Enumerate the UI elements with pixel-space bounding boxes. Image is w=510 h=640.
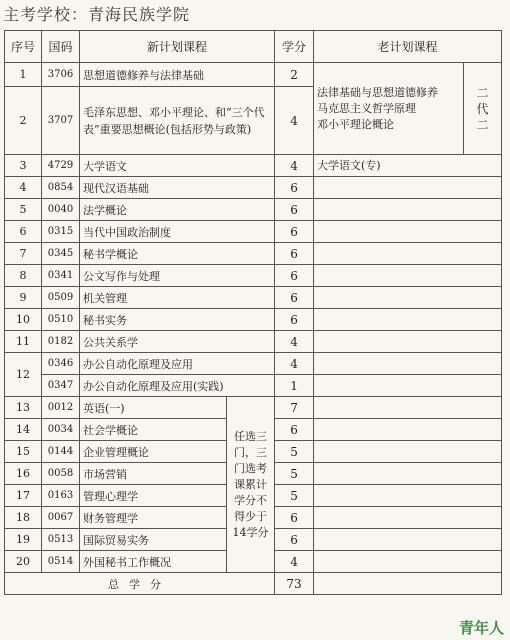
- old-course-empty: [314, 397, 502, 419]
- total-label: 总学分: [5, 573, 275, 595]
- table-row: [5, 199, 502, 221]
- row-code: 0514: [42, 551, 80, 573]
- row-index: 4: [5, 177, 42, 199]
- row-course: 公文写作与处理: [80, 265, 275, 287]
- old-course-empty: [314, 573, 502, 595]
- old-course-empty: [314, 529, 502, 551]
- old-course-side-note: 二 代 二: [464, 63, 502, 155]
- row-code: 0347: [42, 375, 80, 397]
- row-code: 0163: [42, 485, 80, 507]
- table-row: [5, 287, 502, 309]
- row-index: 1: [5, 63, 42, 87]
- old-course-empty: [314, 485, 502, 507]
- course-plan-table: [4, 30, 502, 595]
- row-code: 0513: [42, 529, 80, 551]
- row-index: 9: [5, 287, 42, 309]
- row-credit: 7: [275, 397, 314, 419]
- old-course-empty: [314, 353, 502, 375]
- row-course: 思想道德修养与法律基础: [80, 63, 275, 87]
- row-course: 毛泽东思想、邓小平理论、和“三个代表”重要思想概论(包括形势与政策): [80, 87, 275, 155]
- row-course: 企业管理概论: [80, 441, 227, 463]
- row-credit: 6: [275, 507, 314, 529]
- old-course-empty: [314, 507, 502, 529]
- row-code: 0182: [42, 331, 80, 353]
- old-course-row3: 大学语文(专): [314, 155, 502, 177]
- row-credit: 1: [275, 375, 314, 397]
- table-row: [5, 177, 502, 199]
- table-row: [5, 155, 502, 177]
- row-code: 0509: [42, 287, 80, 309]
- old-course-line: 马克思主义哲学原理: [317, 101, 417, 115]
- row-credit: 5: [275, 485, 314, 507]
- old-course-group1: [314, 63, 464, 155]
- row-credit: 5: [275, 463, 314, 485]
- row-code: 0058: [42, 463, 80, 485]
- old-course-empty: [314, 441, 502, 463]
- total-row: [5, 573, 502, 595]
- row-code: 0341: [42, 265, 80, 287]
- row-credit: 6: [275, 529, 314, 551]
- row-index: 12: [5, 353, 42, 397]
- row-code: 0067: [42, 507, 80, 529]
- row-credit: 6: [275, 265, 314, 287]
- row-credit: 6: [275, 287, 314, 309]
- row-credit: 4: [275, 331, 314, 353]
- row-course: 办公自动化原理及应用: [80, 353, 275, 375]
- table-row: [5, 265, 502, 287]
- table-row: [5, 309, 502, 331]
- col-header-code: 国码: [42, 31, 80, 63]
- row-code: 0510: [42, 309, 80, 331]
- elective-note: 任选三 门，三 门选考 课累计 学分不 得少于 14学分: [227, 397, 275, 573]
- row-course: 秘书实务: [80, 309, 275, 331]
- old-course-empty: [314, 177, 502, 199]
- col-header-index: 序号: [5, 31, 42, 63]
- row-index: 17: [5, 485, 42, 507]
- row-index: 3: [5, 155, 42, 177]
- old-course-empty: [314, 287, 502, 309]
- old-course-empty: [314, 551, 502, 573]
- row-index: 5: [5, 199, 42, 221]
- table-row: [5, 243, 502, 265]
- row-index: 19: [5, 529, 42, 551]
- row-course: 市场营销: [80, 463, 227, 485]
- old-course-empty: [314, 375, 502, 397]
- row-code: 3706: [42, 63, 80, 87]
- row-index: 16: [5, 463, 42, 485]
- table-row: [5, 63, 502, 87]
- row-course: 管理心理学: [80, 485, 227, 507]
- row-index: 18: [5, 507, 42, 529]
- row-code: 3707: [42, 87, 80, 155]
- issuing-school-header: 主考学校：青海民族学院: [3, 5, 191, 24]
- row-course: 现代汉语基础: [80, 177, 275, 199]
- row-index: 15: [5, 441, 42, 463]
- row-index: 8: [5, 265, 42, 287]
- row-credit: 4: [275, 551, 314, 573]
- watermark-logo: 青年人: [458, 619, 504, 637]
- row-course: 大学语文: [80, 155, 275, 177]
- table-row: [5, 353, 502, 375]
- col-header-new-course: 新计划课程: [80, 31, 275, 63]
- row-credit: 2: [275, 63, 314, 87]
- row-credit: 5: [275, 441, 314, 463]
- row-index: 6: [5, 221, 42, 243]
- row-credit: 4: [275, 155, 314, 177]
- row-course: 秘书学概论: [80, 243, 275, 265]
- row-course: 财务管理学: [80, 507, 227, 529]
- old-course-empty: [314, 199, 502, 221]
- row-credit: 6: [275, 419, 314, 441]
- old-course-empty: [314, 243, 502, 265]
- col-header-old-course: 老计划课程: [314, 31, 502, 63]
- row-credit: 6: [275, 177, 314, 199]
- row-code: 0854: [42, 177, 80, 199]
- row-course: 法学概论: [80, 199, 275, 221]
- row-code: 0345: [42, 243, 80, 265]
- row-credit: 6: [275, 309, 314, 331]
- row-index: 2: [5, 87, 42, 155]
- row-code: 0034: [42, 419, 80, 441]
- table-row: [5, 331, 502, 353]
- old-course-empty: [314, 265, 502, 287]
- row-course: 机关管理: [80, 287, 275, 309]
- row-credit: 6: [275, 243, 314, 265]
- row-course: 社会学概论: [80, 419, 227, 441]
- old-course-line: 法律基础与思想道德修养: [317, 85, 439, 99]
- row-course: 办公自动化原理及应用(实践): [80, 375, 275, 397]
- row-code: 0040: [42, 199, 80, 221]
- old-course-empty: [314, 309, 502, 331]
- table-row: [5, 221, 502, 243]
- old-course-empty: [314, 463, 502, 485]
- old-course-empty: [314, 221, 502, 243]
- row-index: 11: [5, 331, 42, 353]
- old-course-empty: [314, 331, 502, 353]
- row-course: 国际贸易实务: [80, 529, 227, 551]
- row-course: 当代中国政治制度: [80, 221, 275, 243]
- row-index: 20: [5, 551, 42, 573]
- old-course-line: 邓小平理论概论: [317, 117, 395, 131]
- row-code: 0012: [42, 397, 80, 419]
- row-credit: 6: [275, 199, 314, 221]
- old-course-empty: [314, 419, 502, 441]
- table-row: [5, 375, 502, 397]
- row-credit: 4: [275, 353, 314, 375]
- row-code: 0346: [42, 353, 80, 375]
- table-row: [5, 397, 502, 419]
- row-course: 外国秘书工作概况: [80, 551, 227, 573]
- table-header-row: [5, 31, 502, 63]
- row-code: 4729: [42, 155, 80, 177]
- row-course: 公共关系学: [80, 331, 275, 353]
- row-index: 10: [5, 309, 42, 331]
- row-course: 英语(一): [80, 397, 227, 419]
- row-code: 0144: [42, 441, 80, 463]
- row-index: 14: [5, 419, 42, 441]
- total-credit: 73: [275, 573, 314, 595]
- row-code: 0315: [42, 221, 80, 243]
- row-index: 7: [5, 243, 42, 265]
- row-index: 13: [5, 397, 42, 419]
- col-header-credit: 学分: [275, 31, 314, 63]
- row-credit: 4: [275, 87, 314, 155]
- row-credit: 6: [275, 221, 314, 243]
